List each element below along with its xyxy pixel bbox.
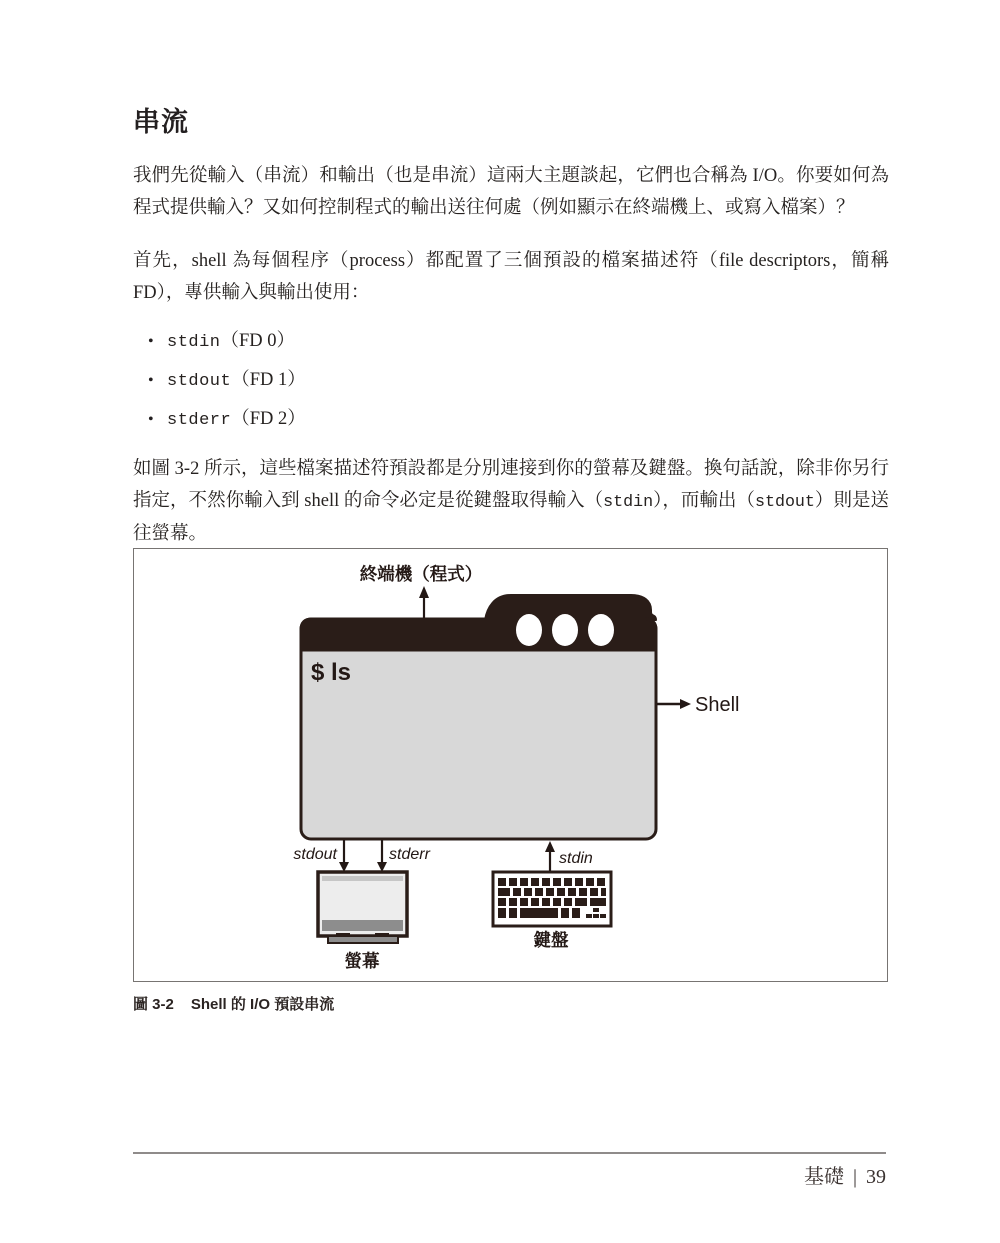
stderr-label: stderr bbox=[389, 846, 430, 863]
figure-caption-title: Shell 的 I/O 預設串流 bbox=[190, 996, 335, 1013]
page-number: 39 bbox=[866, 1166, 886, 1188]
keyboard-icon bbox=[493, 872, 611, 926]
monitor-icon bbox=[318, 872, 407, 943]
terminal-program-label: 終端機（程式） bbox=[359, 564, 483, 584]
window-button-icon bbox=[516, 614, 542, 646]
list-item-stderr bbox=[167, 408, 889, 432]
figure-caption bbox=[133, 993, 889, 1014]
shell-io-diagram bbox=[134, 549, 887, 981]
stderr-fd-number: （FD 2） bbox=[231, 408, 306, 429]
stderr-code: stderr bbox=[167, 410, 232, 430]
stdout-code: stdout bbox=[167, 371, 232, 391]
list-item-stdout bbox=[167, 369, 889, 393]
terminal-window-icon bbox=[301, 595, 656, 839]
stderr-arrow bbox=[377, 840, 387, 872]
figure-caption-number: 圖 3-2 bbox=[133, 996, 174, 1013]
paragraph-intro: 我們先從輸入（串流）和輸出（也是串流）這兩大主題談起，它們也合稱為 I/O。你要如何為程式提供輸入？又如何控制程式的輸出送往何處（例如顯示在終端機上、或寫入檔案）？ bbox=[133, 166, 889, 219]
window-button-icon bbox=[552, 614, 578, 646]
paragraph-fd: 首先，shell 為每個程序（process）都配置了三個預設的檔案描述符（file descriptors，簡稱 FD），專供輸入與輸出使用： bbox=[133, 250, 889, 304]
footer-section-title: 基礎 bbox=[803, 1166, 844, 1188]
stdout-label: stdout bbox=[293, 846, 337, 863]
paragraph-figure-ref: 如圖 3-2 所示，這些檔案描述符預設都是分別連接到你的螢幕及鍵盤。換句話說，除非你另行指定，不然你輸入到 shell 的命令必定是從鍵盤取得輸入（stdin），而輸出（stdout）則是送往螢幕。 bbox=[133, 458, 889, 545]
stdin-label: stdin bbox=[559, 850, 593, 867]
text-column bbox=[133, 100, 889, 551]
figure-3-2 bbox=[133, 548, 888, 982]
stdout-arrow bbox=[339, 840, 349, 872]
footer-rule bbox=[133, 1152, 886, 1154]
stdout-fd-number: （FD 1） bbox=[231, 369, 306, 390]
stdin-arrow bbox=[545, 841, 555, 871]
shell-arrow bbox=[657, 699, 691, 709]
footer-divider: | bbox=[852, 1166, 857, 1188]
fd-list bbox=[133, 330, 889, 432]
stdin-fd-number: （FD 0） bbox=[220, 330, 296, 351]
window-button-icon bbox=[588, 614, 614, 646]
page-footer bbox=[133, 1160, 886, 1189]
stdin-code: stdin bbox=[167, 332, 221, 352]
shell-prompt: $ ls bbox=[311, 659, 352, 686]
list-item-stdin bbox=[167, 330, 889, 354]
shell-label: Shell bbox=[695, 694, 740, 716]
screen-label: 螢幕 bbox=[344, 951, 380, 971]
terminal-arrow bbox=[419, 586, 429, 618]
keyboard-label: 鍵盤 bbox=[533, 930, 569, 950]
section-heading: 串流 bbox=[133, 107, 189, 137]
